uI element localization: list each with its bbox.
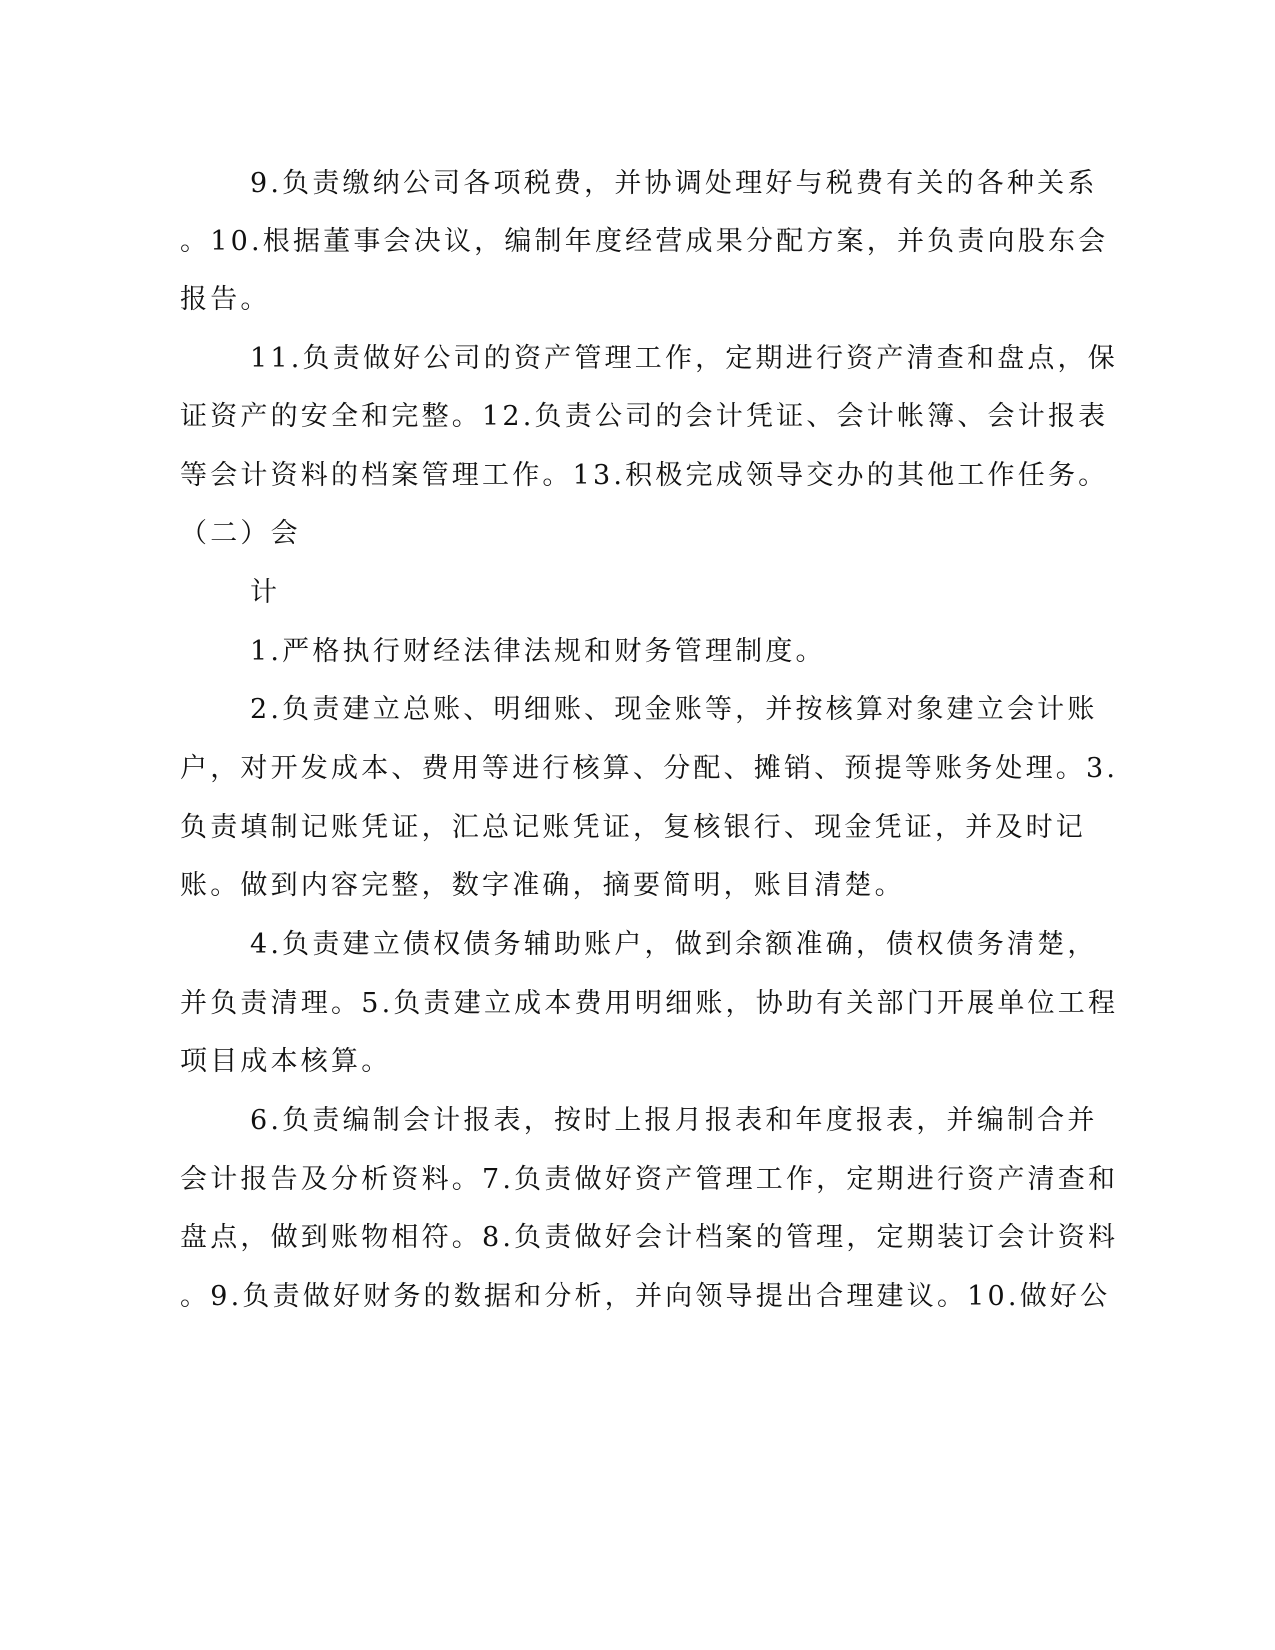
text-line: 。10.根据董事会决议，编制年度经营成果分配方案，并负责向股东会	[180, 226, 1109, 257]
text-line: 4.负责建立债权债务辅助账户，做到余额准确，债权债务清楚，	[250, 929, 1098, 960]
text-line: 盘点，做到账物相符。8.负责做好会计档案的管理，定期装订会计资料	[180, 1222, 1119, 1253]
text-line: 2.负责建立总账、明细账、现金账等，并按核算对象建立会计账	[250, 694, 1098, 725]
text-line: 负责填制记账凭证，汇总记账凭证，复核银行、现金凭证，并及时记	[180, 812, 1086, 843]
text-line: 户，对开发成本、费用等进行核算、分配、摊销、预提等账务处理。3.	[180, 753, 1119, 784]
text-line: 并负责清理。5.负责建立成本费用明细账，协助有关部门开展单位工程	[180, 988, 1119, 1019]
text-line: 会计报告及分析资料。7.负责做好资产管理工作，定期进行资产清查和	[180, 1164, 1119, 1195]
text-line: 。9.负责做好财务的数据和分析，并向领导提出合理建议。10.做好公	[180, 1281, 1111, 1312]
text-line: 1.严格执行财经法律法规和财务管理制度。	[250, 636, 826, 667]
section-heading-continuation: 计	[250, 577, 281, 608]
text-line: 9.负责缴纳公司各项税费，并协调处理好与税费有关的各种关系	[250, 168, 1098, 199]
section-heading: （二）会	[180, 518, 301, 549]
text-line: 11.负责做好公司的资产管理工作，定期进行资产清查和盘点，保	[250, 343, 1118, 374]
text-line: 6.负责编制会计报表，按时上报月报表和年度报表，并编制合并	[250, 1105, 1098, 1136]
text-line: 等会计资料的档案管理工作。13.积极完成领导交办的其他工作任务。	[180, 460, 1109, 491]
text-line: 账。做到内容完整，数字准确，摘要简明，账目清楚。	[180, 870, 905, 901]
text-line: 报告。	[180, 284, 271, 315]
text-line: 项目成本核算。	[180, 1046, 392, 1077]
text-line: 证资产的安全和完整。12.负责公司的会计凭证、会计帐簿、会计报表	[180, 401, 1109, 432]
